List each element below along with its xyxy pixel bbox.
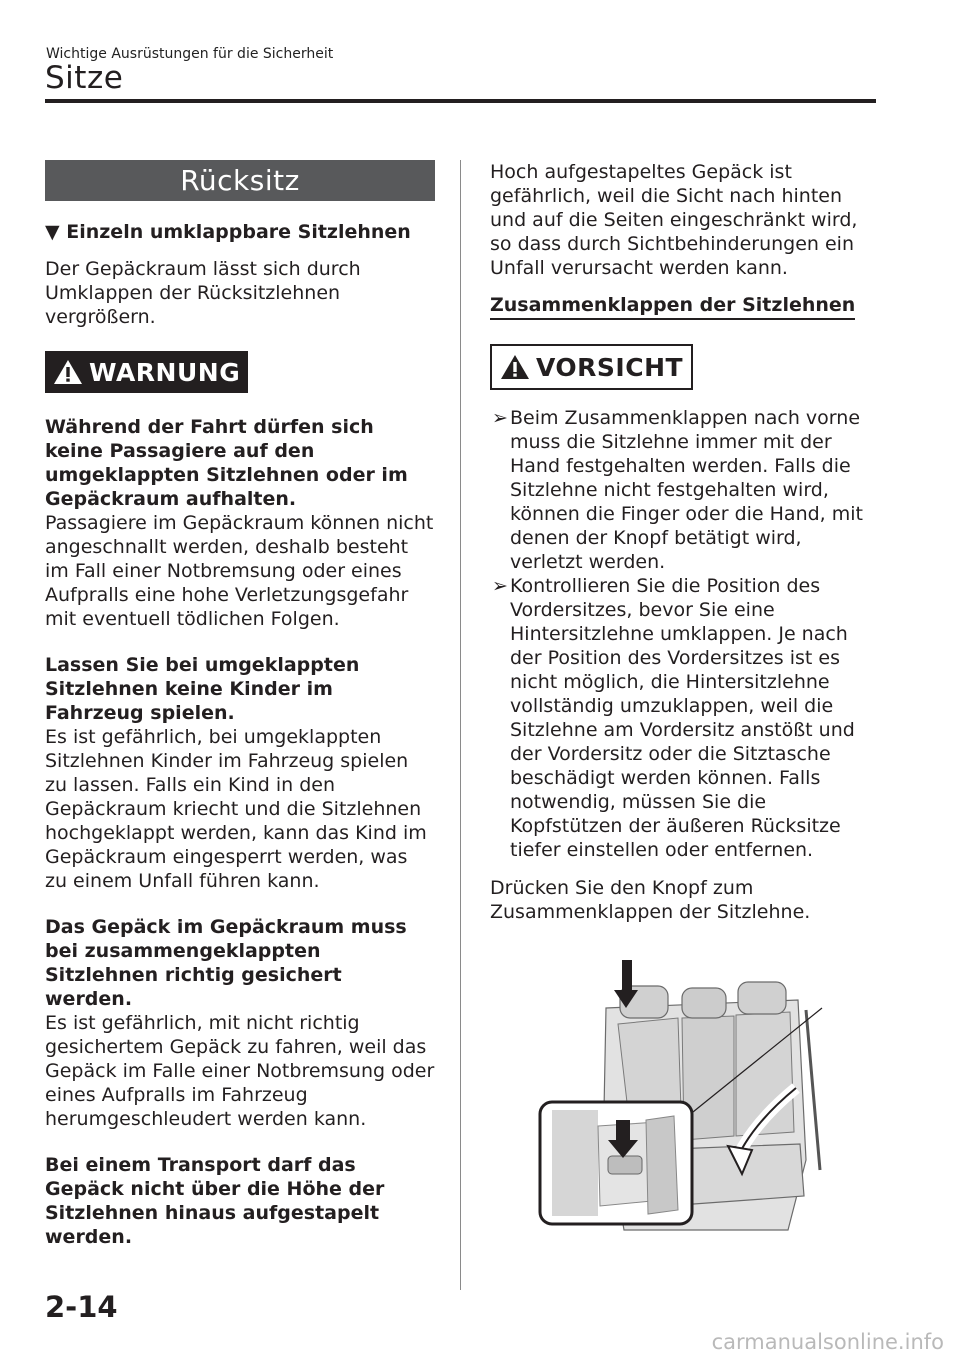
bullet-arrow-icon: ➢ [492,575,508,597]
left-column [45,160,435,1249]
warning-heading: Lassen Sie bei umgeklappten Sitzlehnen keine Kinder im Fahrzeug spielen. [45,654,360,724]
warning-badge [45,351,248,393]
continuation-paragraph: Hoch aufgestapeltes Gepäck ist gefährlich, weil die Sicht nach hinten und auf die Seiten eingeschränkt wird, so dass durch Sichtbehinderungen ein Unfall verursacht werden kann. [490,161,858,279]
page-title: Sitze [45,60,124,96]
caution-list [490,406,880,862]
subsection-heading: ▼ Einzeln umklappbare Sitzlehnen [45,221,411,243]
warning-body: Es ist gefährlich, mit nicht richtig gesichertem Gepäck zu fahren, weil das Gepäck im Falle einer Notbremsung oder eines Aufpralls im Fahrzeug herumgeschleudert werden kann. [45,1012,435,1130]
warning-label: WARNUNG [89,357,241,387]
warning-block [45,915,435,1131]
column-divider [460,160,461,1290]
header-section-title: Wichtige Ausrüstungen für die Sicherheit [46,46,334,62]
caution-text: Kontrollieren Sie die Position des Vordersitzes, bevor Sie eine Hintersitzlehne umklappen. Je nach der Position des Vordersitzes ist es nicht möglich, die Hintersitzlehne vollständig umzuklappen, weil die Sitzlehne am Vordersitz anstößt und der Vordersitz oder die Sitztasche beschädigt werden können. Falls notwendig, müssen Sie die Kopfstützen der äußeren Rücksitze tiefer einstellen oder entfernen. [510,575,855,861]
section-banner: Rücksitz [45,160,435,201]
list-item [490,574,880,862]
right-column [490,160,880,924]
warning-block [45,653,435,893]
warning-heading: Während der Fahrt dürfen sich keine Passagiere auf den umgeklappten Sitzlehnen oder im Gepäckraum aufhalten. [45,416,408,510]
caution-badge [490,344,693,390]
warning-block [45,1153,435,1249]
caution-label: VORSICHT [536,352,684,382]
caution-triangle-icon [500,353,530,381]
page-number: 2-14 [45,1290,118,1324]
list-item [490,406,880,574]
instruction-paragraph: Drücken Sie den Knopf zum Zusammenklappen der Sitzlehne. [490,877,811,923]
warning-body: Passagiere im Gepäckraum können nicht angeschnallt werden, deshalb besteht im Fall einer Notbremsung oder eines Aufpralls eine hohe Verletzungsgefahr mit eventuell tödlichen Folgen. [45,512,434,630]
caution-text: Beim Zusammenklappen nach vorne muss die Sitzlehne immer mit der Hand festgehalten werden. Falls die Sitzlehne nicht festgehalten wird, können die Finger oder die Hand, mit denen der Knopf betätigt wird, verletzt werden. [510,407,863,573]
rear-seat-illustration [538,960,830,1238]
warning-block [45,415,435,631]
warning-body: Es ist gefährlich, bei umgeklappten Sitzlehnen Kinder im Fahrzeug spielen zu lassen. Falls ein Kind in den Gepäckraum kriecht und die Sitzlehnen hochgeklappt werden, kann das Kind im Gepäckraum eingesperrt werden, was zu einem Unfall führen kann. [45,726,427,892]
warning-heading: Das Gepäck im Gepäckraum muss bei zusammengeklappten Sitzlehnen richtig gesichert werden. [45,916,407,1010]
intro-paragraph: Der Gepäckraum lässt sich durch Umklappen der Rücksitzlehnen vergrößern. [45,258,361,328]
watermark: carmanualsonline.info [711,1330,944,1354]
bullet-arrow-icon: ➢ [492,407,508,429]
warning-triangle-icon [53,358,83,386]
procedure-heading: Zusammenklappen der Sitzlehnen [490,294,855,320]
header-rule [45,99,876,103]
warning-heading: Bei einem Transport darf das Gepäck nicht über die Höhe der Sitzlehnen hinaus aufgestapelt werden. [45,1154,385,1248]
